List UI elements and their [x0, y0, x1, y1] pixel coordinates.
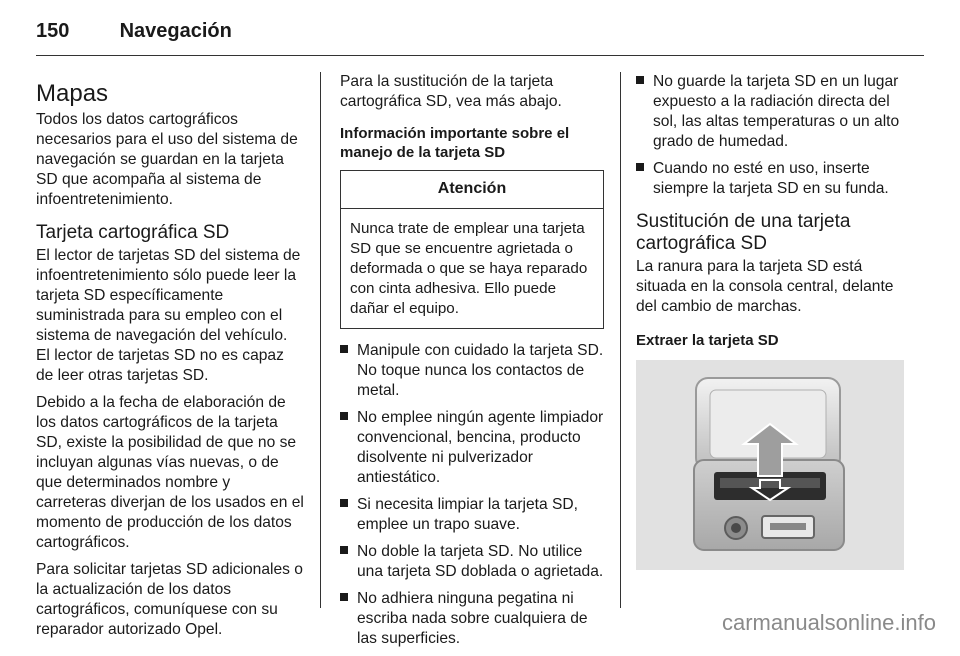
list-item-text: No guarde la tarjeta SD en un lugar expuesto a la radiación directa del sol, las altas temperaturas o un alto grado de humedad.	[653, 73, 900, 150]
warning-box	[340, 170, 604, 329]
warning-title: Atención	[341, 171, 603, 209]
column-2	[340, 72, 604, 656]
handling-list	[340, 341, 604, 649]
sd-slot-illustration	[636, 360, 904, 570]
heading-info: Información importante sobre el manejo de la tarjeta SD	[340, 125, 570, 161]
bullet-icon	[340, 412, 348, 420]
list-item-text: Si necesita limpiar la tarjeta SD, emplee un trapo suave.	[357, 496, 579, 533]
warning-text: Nunca trate de emplear una tarjeta SD que se encuentre agrietada o deformada o que se haya reparado con cinta adhesiva. Ello puede dañar el equipo.	[350, 220, 588, 317]
bullet-icon	[340, 345, 348, 353]
sd-slot-photo	[636, 360, 904, 570]
bullet-icon	[636, 163, 644, 171]
column-1	[36, 72, 304, 647]
list-item-text: Cuando no esté en uso, inserte siempre la tarjeta SD en su funda.	[653, 160, 889, 197]
paragraph-lector: El lector de tarjetas SD del sistema de infoentretenimiento sólo puede leer la tarjeta SD específicamente suministrada para su empleo con el sistema de navegación del vehículo. El lector de tarjetas SD no es capaz de leer otras tarjetas SD.	[36, 247, 301, 384]
paragraph-ranura: La ranura para la tarjeta SD está situada en la consola central, delante del cambio de marchas.	[636, 258, 894, 315]
list-item	[340, 589, 604, 649]
paragraph-fecha: Debido a la fecha de elaboración de los datos cartográficos de la tarjeta SD, existe la posibilidad de que no se incluyan algunas vías nuevas, o de que determinados nombre y carreteras diverjan de los usados en el momento de producción de los datos cartográficos.	[36, 394, 304, 551]
page-header	[36, 20, 232, 43]
paragraph-solicitar: Para solicitar tarjetas SD adicionales o la actualización de los datos cartográficos, comuníquese con su reparador autorizado Opel.	[36, 561, 303, 638]
header-rule	[36, 55, 924, 56]
heading-mapas: Mapas	[36, 80, 109, 107]
column-3	[636, 72, 904, 570]
list-item-text: No doble la tarjeta SD. No utilice una tarjeta SD doblada o agrietada.	[357, 543, 604, 580]
list-item-text: No adhiera ninguna pegatina ni escriba nada sobre cualquiera de las superficies.	[357, 590, 588, 647]
bullet-icon	[636, 76, 644, 84]
watermark: carmanualsonline.info	[721, 610, 936, 635]
list-item-text: No emplee ningún agente limpiador convencional, bencina, producto disolvente ni pulverizador antiestático.	[357, 409, 604, 486]
column-divider	[320, 72, 321, 608]
list-item	[636, 72, 904, 152]
bullet-icon	[340, 499, 348, 507]
column-divider	[620, 72, 621, 608]
section-title: Navegación	[119, 20, 232, 42]
heading-sustitucion: Sustitución de una tarjeta cartográfica SD	[636, 211, 851, 254]
list-item-text: Manipule con cuidado la tarjeta SD. No toque nunca los contactos de metal.	[357, 342, 604, 399]
storage-list	[636, 72, 904, 199]
list-item	[340, 341, 604, 401]
list-item	[340, 542, 604, 582]
list-item	[636, 159, 904, 199]
heading-tarjeta: Tarjeta cartográfica SD	[36, 222, 230, 243]
bullet-icon	[340, 593, 348, 601]
page-number: 150	[36, 20, 70, 42]
bullet-icon	[340, 546, 348, 554]
paragraph-intro: Para la sustitución de la tarjeta cartográfica SD, vea más abajo.	[340, 73, 562, 110]
paragraph-mapas: Todos los datos cartográficos necesarios para el uso del sistema de navegación se guardan en la tarjeta SD que acompaña al sistema de infoentretenimiento.	[36, 111, 298, 208]
list-item	[340, 408, 604, 488]
heading-extraer: Extraer la tarjeta SD	[636, 332, 779, 349]
list-item	[340, 495, 604, 535]
